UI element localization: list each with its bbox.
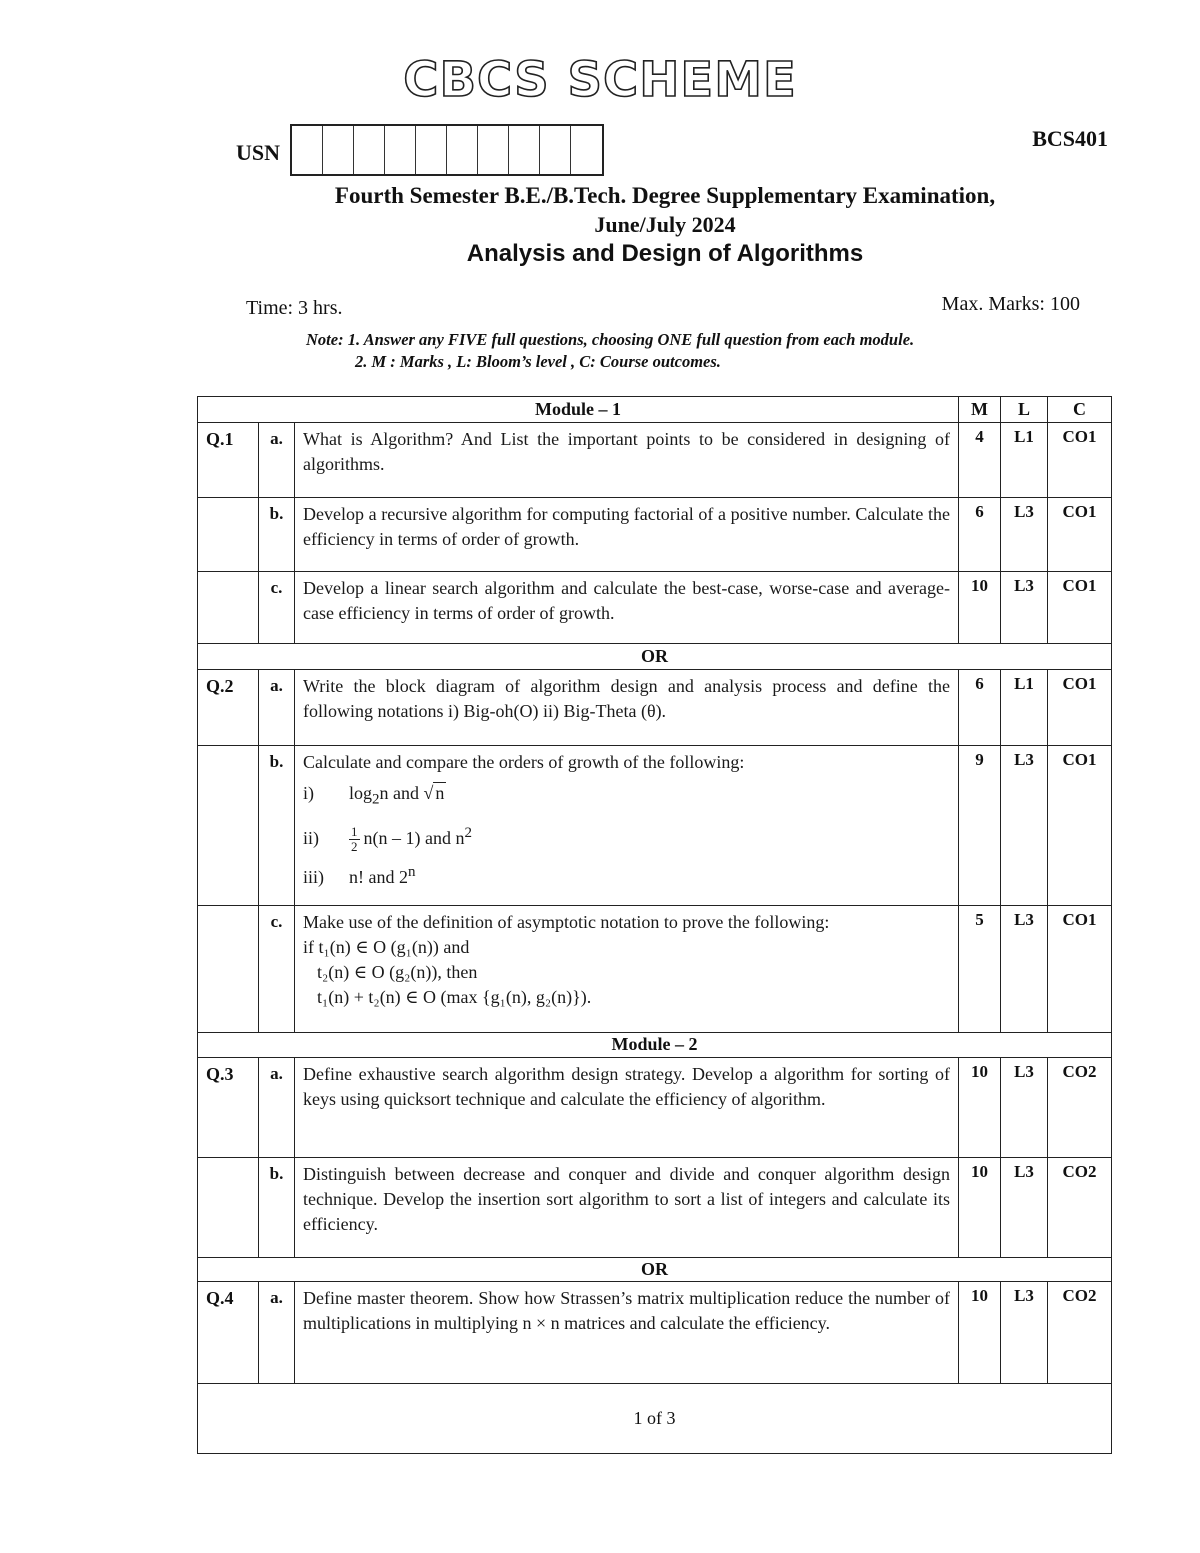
col-outcome-header: C xyxy=(1048,397,1112,423)
question-text: Make use of the definition of asymptotic notation to prove the following: xyxy=(303,912,830,933)
module-1-header-row xyxy=(198,397,1112,423)
math-text: log xyxy=(349,782,373,803)
question-text: Define master theorem. Show how Strassen’s matrix multiplication reduce the number of multiplications in multiplying n × n matrices and calculate the efficiency. xyxy=(295,1282,959,1383)
part-label: a. xyxy=(259,423,295,498)
question-number-empty xyxy=(198,745,259,905)
part-label: c. xyxy=(259,906,295,1032)
subject-title: Analysis and Design of Algorithms xyxy=(466,240,864,267)
usn-box xyxy=(292,126,323,174)
marks-cell: 10 xyxy=(959,1158,1001,1258)
table-row xyxy=(198,906,1112,1032)
exam-title-line1: Fourth Semester B.E./B.Tech. Degree Supplementary Examination, xyxy=(334,183,996,208)
question-text: Distinguish between decrease and conquer and divide and conquer algorithm design technique. Develop the insertion sort algorithm to sort a list of integers and calculate its efficiency. xyxy=(295,1158,959,1258)
outcome-cell: CO1 xyxy=(1048,572,1112,643)
question-table xyxy=(197,396,1112,1454)
level-cell: L3 xyxy=(1001,498,1048,572)
table-row xyxy=(198,1282,1112,1383)
sub-item-iii xyxy=(303,860,950,890)
table-row xyxy=(198,745,1112,905)
part-label: a. xyxy=(259,1282,295,1383)
marks-cell: 10 xyxy=(959,572,1001,643)
sub-item-ii xyxy=(303,821,950,854)
course-code: BCS401 xyxy=(1032,126,1108,151)
question-number: Q.1 xyxy=(198,423,259,498)
marks-cell: 10 xyxy=(959,1057,1001,1157)
usn-box xyxy=(447,126,478,174)
math-superscript: n xyxy=(407,863,416,880)
usn-box xyxy=(354,126,385,174)
fraction-denominator: 2 xyxy=(351,838,358,854)
col-marks-header: M xyxy=(959,397,1001,423)
level-cell: L3 xyxy=(1001,572,1048,643)
col-level-header: L xyxy=(1001,397,1048,423)
usn-boxes xyxy=(290,124,604,176)
table-row xyxy=(198,498,1112,572)
question-number-empty xyxy=(198,1158,259,1258)
usn-box xyxy=(509,126,540,174)
usn-label: USN xyxy=(236,140,281,165)
level-cell: L3 xyxy=(1001,745,1048,905)
module-2-header-row xyxy=(198,1032,1112,1057)
note-line1: Note: 1. Answer any FIVE full questions, choosing ONE full question from each module. xyxy=(306,330,915,349)
proof-line-2: t₂(n) ∈ O (g₂(n)), then xyxy=(317,962,478,983)
usn-box xyxy=(478,126,509,174)
module-2-heading: Module – 2 xyxy=(198,1032,1112,1057)
math-fraction xyxy=(349,825,360,854)
question-number: Q.3 xyxy=(198,1057,259,1157)
part-label: c. xyxy=(259,572,295,643)
or-separator: OR xyxy=(198,1258,1112,1282)
scheme-title: CBCS SCHEME xyxy=(403,52,797,108)
math-subscript: 2 xyxy=(372,791,380,808)
marks-cell: 9 xyxy=(959,745,1001,905)
level-cell: L3 xyxy=(1001,1282,1048,1383)
roman-label: ii) xyxy=(303,827,319,848)
question-text: Write the block diagram of algorithm design and analysis process and define the following notations i) Big-oh(O) ii) Big-Theta (θ). xyxy=(295,669,959,745)
math-text: n and xyxy=(379,782,420,803)
proof-line-1: if t₁(n) ∈ O (g₁(n)) and xyxy=(303,937,470,958)
level-cell: L3 xyxy=(1001,906,1048,1032)
marks-cell: 6 xyxy=(959,669,1001,745)
or-row xyxy=(198,1258,1112,1282)
table-row xyxy=(198,669,1112,745)
marks-cell: 4 xyxy=(959,423,1001,498)
exam-title-line2: June/July 2024 xyxy=(594,212,736,237)
outcome-cell: CO1 xyxy=(1048,745,1112,905)
usn-box xyxy=(323,126,354,174)
level-cell: L3 xyxy=(1001,1158,1048,1258)
level-cell: L1 xyxy=(1001,669,1048,745)
max-marks: Max. Marks: 100 xyxy=(941,293,1080,315)
usn-box xyxy=(571,126,602,174)
usn-box xyxy=(416,126,447,174)
level-cell: L3 xyxy=(1001,1057,1048,1157)
usn-box xyxy=(385,126,416,174)
question-text: Develop a recursive algorithm for computing factorial of a positive number. Calculate the efficiency in terms of order of growth. xyxy=(295,498,959,572)
math-sqrt: n xyxy=(435,782,445,803)
outcome-cell: CO1 xyxy=(1048,906,1112,1032)
level-cell: L1 xyxy=(1001,423,1048,498)
table-row xyxy=(198,572,1112,643)
question-text-block xyxy=(295,906,959,1032)
question-number-empty xyxy=(198,906,259,1032)
roman-label: iii) xyxy=(303,866,324,887)
question-text-block xyxy=(295,745,959,905)
part-label: a. xyxy=(259,669,295,745)
or-row xyxy=(198,643,1112,669)
question-text: Calculate and compare the orders of growth of the following: xyxy=(303,751,745,772)
question-text: Define exhaustive search algorithm design strategy. Develop a algorithm for sorting of keys using quicksort technique and calculate the efficiency of algorithm. xyxy=(295,1057,959,1157)
fraction-numerator: 1 xyxy=(351,823,358,839)
part-label: b. xyxy=(259,745,295,905)
part-label: b. xyxy=(259,1158,295,1258)
question-number: Q.4 xyxy=(198,1282,259,1383)
roman-label: i) xyxy=(303,782,314,803)
outcome-cell: CO1 xyxy=(1048,669,1112,745)
part-label: b. xyxy=(259,498,295,572)
note-line2: 2. M : Marks , L: Bloom’s level , C: Course outcomes. xyxy=(355,352,721,371)
outcome-cell: CO2 xyxy=(1048,1057,1112,1157)
table-row xyxy=(198,1158,1112,1258)
page-number: 1 of 3 xyxy=(198,1383,1112,1453)
outcome-cell: CO2 xyxy=(1048,1158,1112,1258)
or-separator: OR xyxy=(198,643,1112,669)
question-text: Develop a linear search algorithm and calculate the best-case, worse-case and average-case efficiency in terms of order of growth. xyxy=(295,572,959,643)
outcome-cell: CO1 xyxy=(1048,423,1112,498)
marks-cell: 10 xyxy=(959,1282,1001,1383)
marks-cell: 6 xyxy=(959,498,1001,572)
table-row xyxy=(198,423,1112,498)
question-text: What is Algorithm? And List the important points to be considered in designing of algorithms. xyxy=(295,423,959,498)
usn-box xyxy=(540,126,571,174)
footer-row xyxy=(198,1383,1112,1453)
module-1-heading: Module – 1 xyxy=(198,397,959,423)
outcome-cell: CO1 xyxy=(1048,498,1112,572)
math-text: n! and 2 xyxy=(349,866,408,887)
sub-item-i: i) $\log_2n$ and √ n xyxy=(303,782,445,808)
part-label: a. xyxy=(259,1057,295,1157)
question-number: Q.2 xyxy=(198,669,259,745)
question-number-empty xyxy=(198,498,259,572)
math-text: n(n – 1) and n xyxy=(363,827,465,848)
proof-line-3: t₁(n) + t₂(n) ∈ O (max {g₁(n), g₂(n)}). xyxy=(317,987,592,1008)
outcome-cell: CO2 xyxy=(1048,1282,1112,1383)
marks-cell: 5 xyxy=(959,906,1001,1032)
math-superscript: 2 xyxy=(464,824,472,841)
question-number-empty xyxy=(198,572,259,643)
exam-time: Time: 3 hrs. xyxy=(246,297,343,319)
table-row xyxy=(198,1057,1112,1157)
